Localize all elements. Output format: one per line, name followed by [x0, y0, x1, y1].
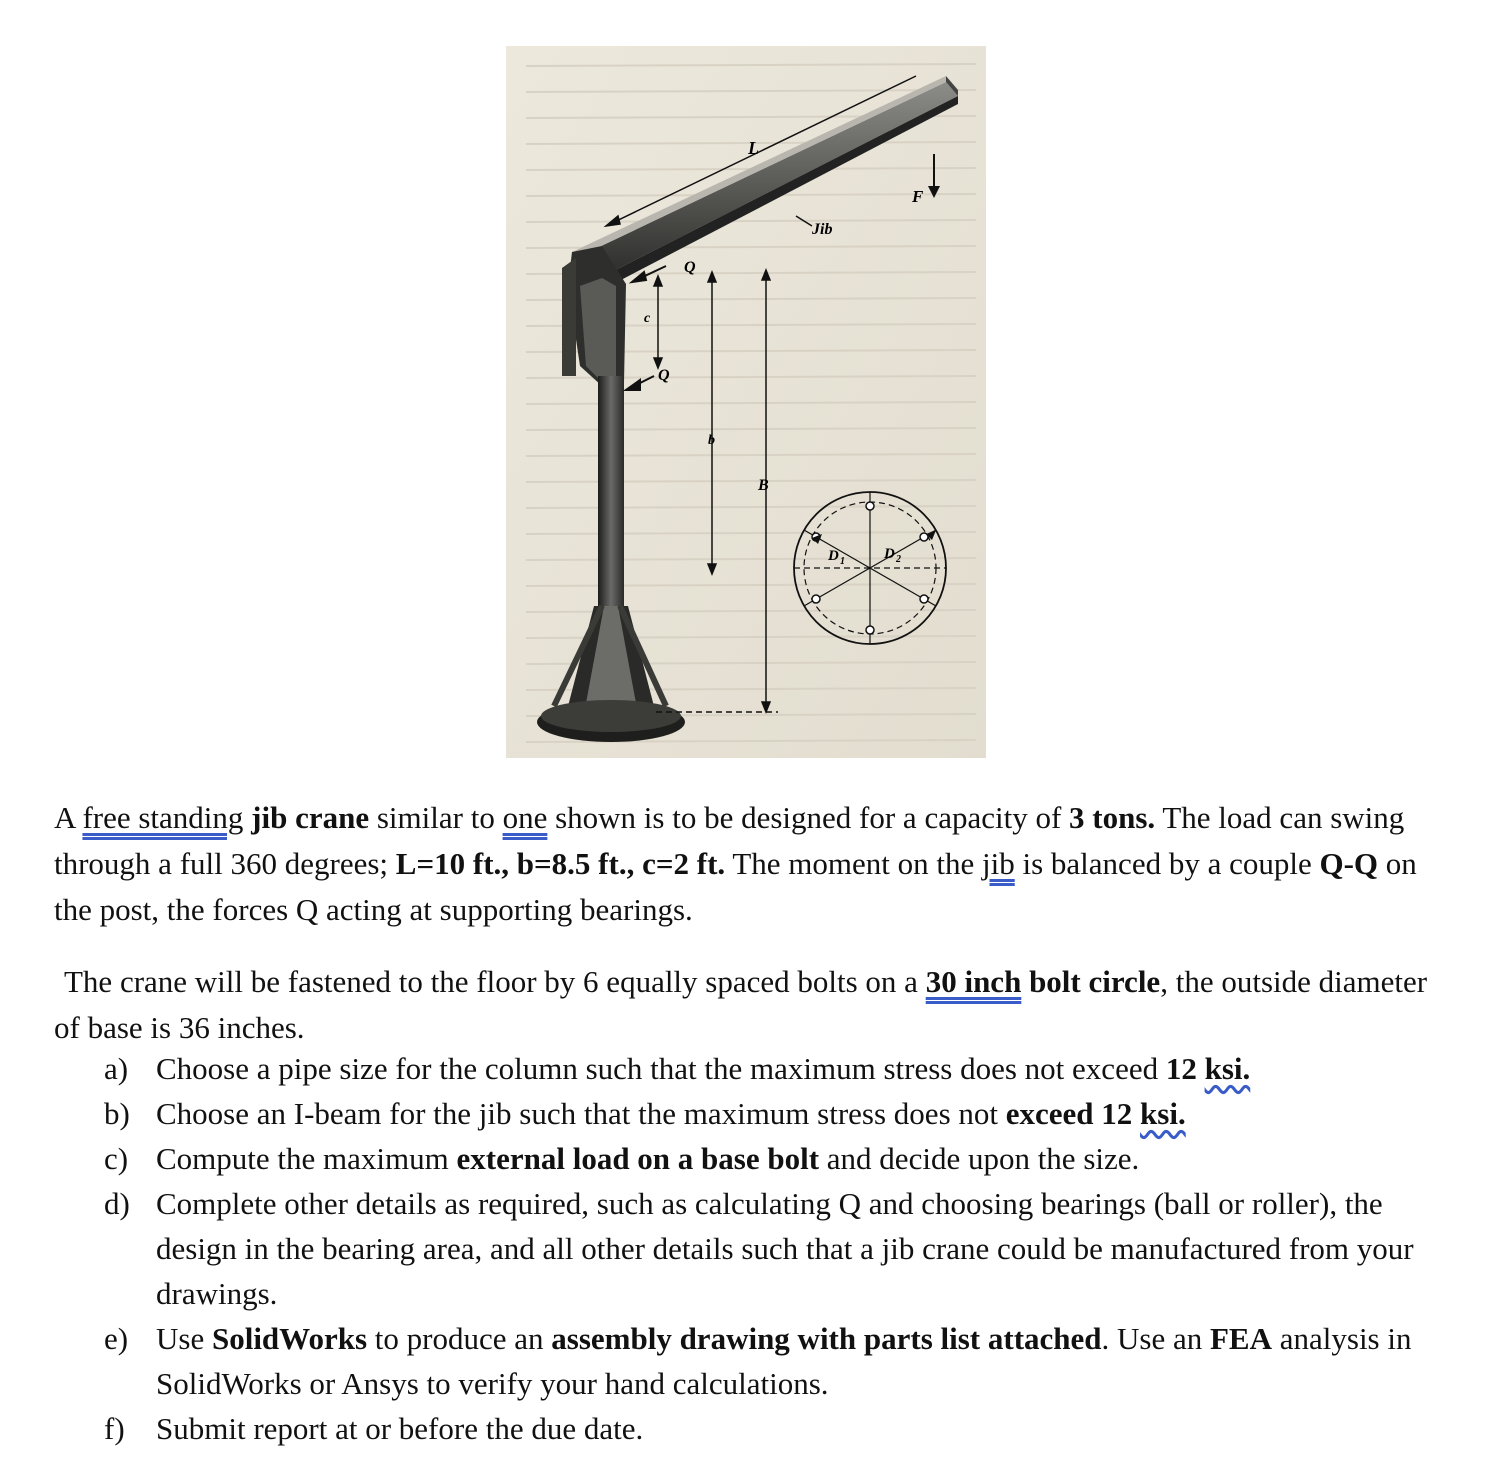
list-item: d) Complete other details as required, such as calculating Q and choosing bearings (ball or roller), the design in the bearing area, and all other details such that a jib crane could be manufactured from your drawings.	[104, 1186, 1414, 1311]
dimensions-values: L=10 ft., b=8.5 ft., c=2 ft.	[395, 846, 726, 881]
spellcheck-phrase: free standing	[82, 800, 244, 835]
bolt-hole	[812, 595, 820, 603]
jib-crane-figure	[506, 46, 986, 758]
label-q-top: Q	[684, 259, 696, 276]
task-list	[104, 1046, 1434, 1451]
bolt-circle-size: 30 inch	[925, 964, 1022, 999]
bolt-circle-term: bolt circle	[1029, 964, 1161, 999]
label-jib: Jib	[812, 221, 833, 238]
capacity-value: 3 tons.	[1069, 800, 1156, 835]
bolt-hole	[866, 626, 874, 634]
spellcheck-word: one	[502, 800, 548, 835]
label-b: b	[708, 433, 715, 448]
couple-qq: Q-Q	[1319, 846, 1379, 881]
label-l: L	[748, 138, 759, 158]
label-q-bottom: Q	[658, 367, 670, 384]
term-jib-crane: jib crane	[251, 800, 370, 835]
label-c: c	[644, 311, 651, 326]
label-d1-sub: 1	[840, 556, 845, 567]
bolt-hole	[866, 502, 874, 510]
problem-statement-paragraph: A free standing jib crane similar to one shown is to be designed for a capacity of 3 tons. The load can swing through a full 360 degrees; L=10 ft., b=8.5 ft., c=2 ft. The moment on the jib is balanced by a couple Q-Q on the post, the forces Q acting at supporting bearings.	[54, 800, 1417, 927]
label-d2-sub: 2	[896, 554, 901, 565]
list-item: c) Compute the maximum external load on a base bolt and decide upon the size.	[104, 1141, 1140, 1176]
label-big-b: B	[758, 477, 769, 494]
list-item: e) Use SolidWorks to produce an assembly drawing with parts list attached. Use an FEA analysis in SolidWorks or Ansys to verify your hand calculations.	[104, 1321, 1412, 1401]
list-item: a) Choose a pipe size for the column such that the maximum stress does not exceed 12 ksi.	[104, 1051, 1251, 1086]
label-f: F	[912, 187, 924, 206]
label-d2: D	[884, 546, 895, 562]
list-item: b) Choose an I-beam for the jib such that the maximum stress does not exceed 12 ksi.	[104, 1096, 1186, 1131]
bolt-hole	[920, 595, 928, 603]
list-item: f) Submit report at or before the due date.	[104, 1411, 644, 1446]
bolt-paragraph: The crane will be fastened to the floor by 6 equally spaced bolts on a 30 inch bolt circle, the outside diameter of base is 36 inches.	[54, 964, 1428, 1045]
crane-post	[598, 376, 624, 606]
label-d1: D	[828, 548, 839, 564]
jib-crane-drawing	[506, 46, 986, 758]
spellcheck-word: jib	[982, 846, 1015, 881]
